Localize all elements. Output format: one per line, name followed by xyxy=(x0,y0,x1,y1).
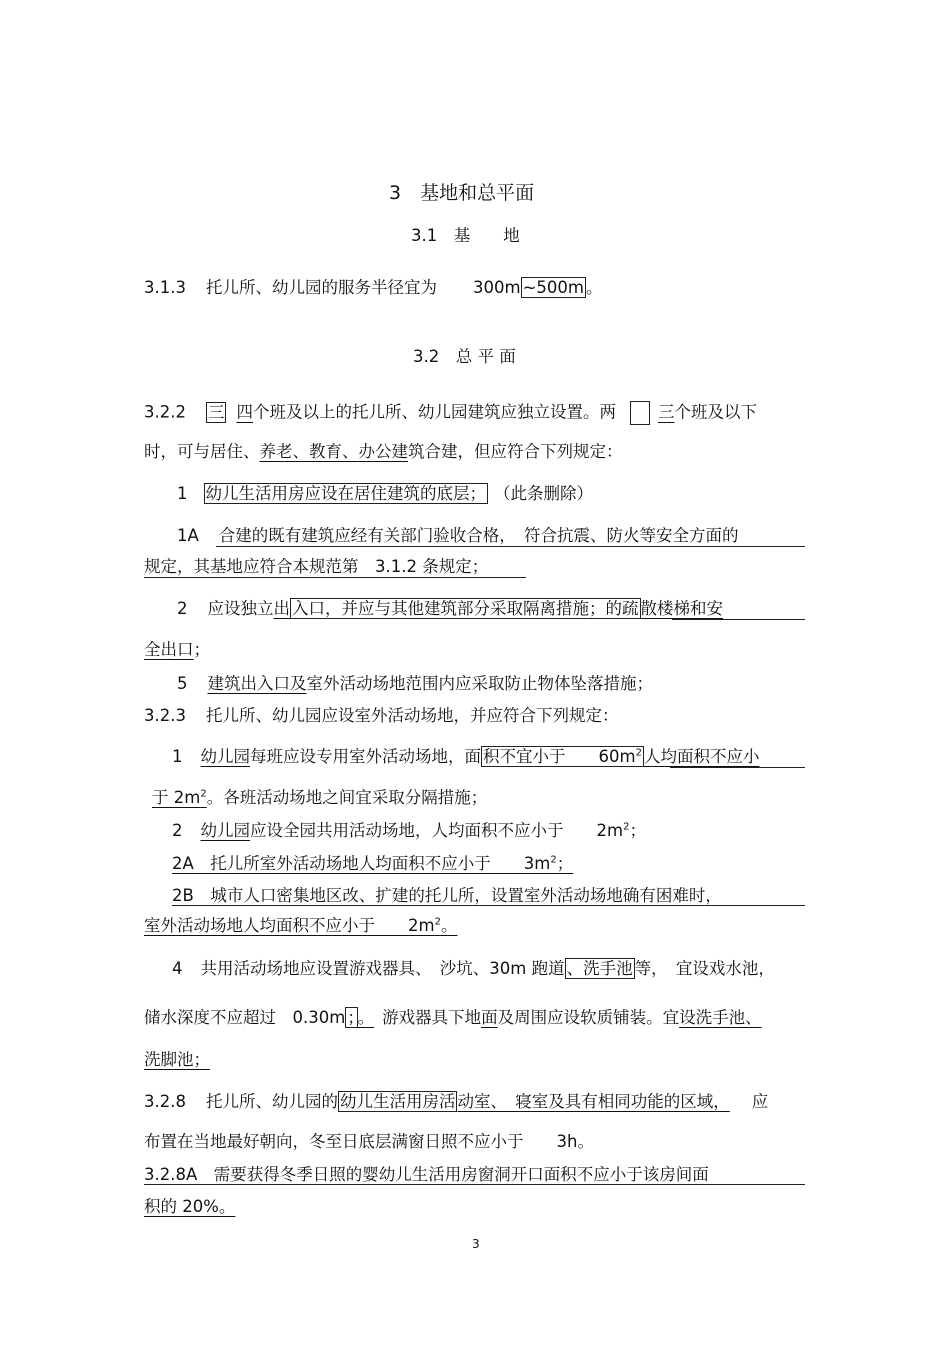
underline xyxy=(172,905,805,906)
item-3-2-2-1 xyxy=(177,483,593,505)
clause-text: 筑合建，但应符合下列规定： xyxy=(408,442,623,461)
clause-text: 时，可与居住、 xyxy=(144,442,260,461)
item-text: 储水深度不应超过 0.30m xyxy=(144,1008,346,1027)
clause-3-1-3 xyxy=(144,277,602,299)
item-3-2-3-1-line2 xyxy=(152,787,487,809)
boxed-text: 入口，并应与其他建筑部分采取隔离措施；的疏 xyxy=(292,599,639,618)
item-text: 每班应设专用室外活动场地，面 xyxy=(250,747,481,766)
clause-text: 托儿所、幼儿园的服务半径宜为 xyxy=(205,278,437,297)
item-3-2-2-2-line2 xyxy=(144,639,210,661)
item-number: 2 xyxy=(172,821,183,840)
superscript: 2 xyxy=(623,821,630,833)
clause-number: 3.2.8 xyxy=(144,1092,186,1111)
inserted-text: 散楼梯和安 xyxy=(640,599,723,618)
item-text: 合建的既有建筑应经有关部门验收合格， 符合抗震、防火等安全方面的 xyxy=(218,526,739,545)
section-heading-3-2: 3.2 总 平 面 xyxy=(413,347,516,366)
clause-text: 个班及以上的托儿所、幼儿园建筑应独立设置。两 xyxy=(252,402,616,422)
clause-text: 应 xyxy=(751,1092,769,1111)
punct: ； xyxy=(629,821,646,840)
inserted-text: 四 xyxy=(236,402,253,422)
item-3-2-3-1-line1 xyxy=(172,746,759,768)
boxed-text: 、洗手池 xyxy=(566,959,633,978)
item-number: 1 xyxy=(172,747,183,766)
inserted-text: 建筑出入口及 xyxy=(207,674,307,693)
clause-number: 3.1.3 xyxy=(144,278,186,297)
clause-3-2-8-line1 xyxy=(144,1091,768,1113)
boxed-value: ~500m xyxy=(522,278,584,297)
item-3-2-2-2-line1 xyxy=(177,598,723,620)
item-3-2-3-2b-line1 xyxy=(172,885,722,907)
item-number: 5 xyxy=(177,674,188,693)
clause-3-2-8a-line1 xyxy=(144,1164,709,1186)
punct: 。 xyxy=(585,278,603,297)
clause-text: 个班及以下 xyxy=(674,402,757,422)
note-text: （此条删除） xyxy=(494,484,593,503)
chapter-heading: 3 基地和总平面 xyxy=(389,182,535,204)
item-3-2-3-4-line1 xyxy=(172,958,775,980)
item-text: 及周围应设软质铺装。宜 xyxy=(497,1008,680,1027)
clause-3-2-3 xyxy=(144,705,618,727)
clause-text: 托儿所、幼儿园的 xyxy=(205,1092,338,1111)
underline xyxy=(670,767,805,768)
section-heading-3-1: 3.1 基 地 xyxy=(411,226,520,245)
clause-3-2-8-line2 xyxy=(144,1131,594,1153)
item-number: 1A xyxy=(177,526,199,545)
inserted-text: 积的 20%。 xyxy=(144,1197,236,1216)
inserted-text: 人均面积不应小 xyxy=(643,747,760,766)
item-text: 室外活动场地范围内应采取防止物体坠落措施； xyxy=(306,674,653,693)
empty-box xyxy=(630,401,650,425)
item-3-2-2-5 xyxy=(177,673,653,695)
boxed-text: 幼儿生活用房活 xyxy=(339,1092,456,1111)
item-text: 规定，其基地应符合本规范第 3.1.2 条规定； xyxy=(144,557,489,576)
inserted-text: 2A 托儿所室外活动场地人均面积不应小于 $3m^2$； xyxy=(172,854,574,873)
item-3-2-3-2b-line2 xyxy=(144,915,457,937)
item-3-2-2-1a-line2 xyxy=(144,556,488,578)
boxed-text: 积不宜小于 $60m^2$ xyxy=(483,747,642,766)
item-text: 2B 城市人口密集地区改、扩建的托儿所，设置室外活动场地确有困难时， xyxy=(172,886,722,905)
inserted-text: 。 xyxy=(357,1008,375,1027)
clause-text: 3.2.8A 需要获得冬季日照的婴幼儿生活用房窗洞开口面积不应小于该房间面 xyxy=(144,1165,709,1184)
item-3-2-3-2 xyxy=(172,820,646,842)
inserted-text: 全出口 xyxy=(144,640,194,659)
clause-number: 3.2.2 xyxy=(144,402,186,422)
inserted-text: 室外活动场地人均面积不应小于 $2m^2$。 xyxy=(144,916,458,935)
value: 300m xyxy=(472,278,521,297)
underline xyxy=(216,546,805,547)
inserted-text: 设洗手池、 xyxy=(679,1008,762,1027)
item-3-2-3-4-line2 xyxy=(144,1007,762,1029)
underline xyxy=(144,1184,805,1185)
clause-3-2-2-line1 xyxy=(144,401,757,425)
inserted-text: 幼儿园 xyxy=(200,821,250,840)
inserted-text: 于 $2m^2$ xyxy=(152,788,207,807)
page-number: 3 xyxy=(472,1237,480,1251)
underline xyxy=(672,619,805,620)
clause-text: 托儿所、幼儿园应设室外活动场地，并应符合下列规定： xyxy=(205,706,619,725)
item-text: 应设全园共用活动场地，人均面积不应小于 2m xyxy=(250,821,624,840)
item-text: 共用活动场地应设置游戏器具、 沙坑、30m 跑道 xyxy=(200,959,565,978)
inserted-text: 面 xyxy=(481,1008,498,1027)
item-number: 4 xyxy=(172,959,183,978)
punct: ； xyxy=(193,640,210,659)
inserted-text: 洗脚池； xyxy=(144,1050,210,1069)
underline xyxy=(144,577,526,578)
item-3-2-3-4-line3 xyxy=(144,1049,210,1071)
item-text: 。各班活动场地之间宜采取分隔措施； xyxy=(206,788,488,807)
item-text: 游戏器具下地 xyxy=(382,1008,482,1027)
item-3-2-3-2a xyxy=(172,853,573,875)
boxed-text: 三 xyxy=(207,402,225,422)
inserted-text: 三 xyxy=(657,402,675,422)
item-number: 2 xyxy=(177,599,188,618)
item-3-2-2-1a-line1 xyxy=(177,525,739,547)
boxed-deleted-text: 幼儿生活用房应设在居住建筑的底层； xyxy=(205,484,486,503)
inserted-text: 养老、教育、办公建 xyxy=(259,442,408,461)
inserted-text: 动室、 寝室及具有相同功能的区域， xyxy=(457,1092,730,1111)
clause-number: 3.2.3 xyxy=(144,706,186,725)
clause-3-2-8a-line2 xyxy=(144,1196,235,1218)
boxed-text: ； xyxy=(347,1008,356,1027)
clause-3-2-2-line2 xyxy=(144,441,623,463)
inserted-text: 出 xyxy=(273,599,290,618)
inserted-text: 幼儿园 xyxy=(200,747,250,766)
item-number: 1 xyxy=(177,484,188,503)
clause-text: 布置在当地最好朝向，冬至日底层满窗日照不应小于 3h。 xyxy=(144,1132,594,1151)
item-text: 等， 宜设戏水池， xyxy=(634,959,775,978)
item-text: 应设独立 xyxy=(207,599,274,618)
